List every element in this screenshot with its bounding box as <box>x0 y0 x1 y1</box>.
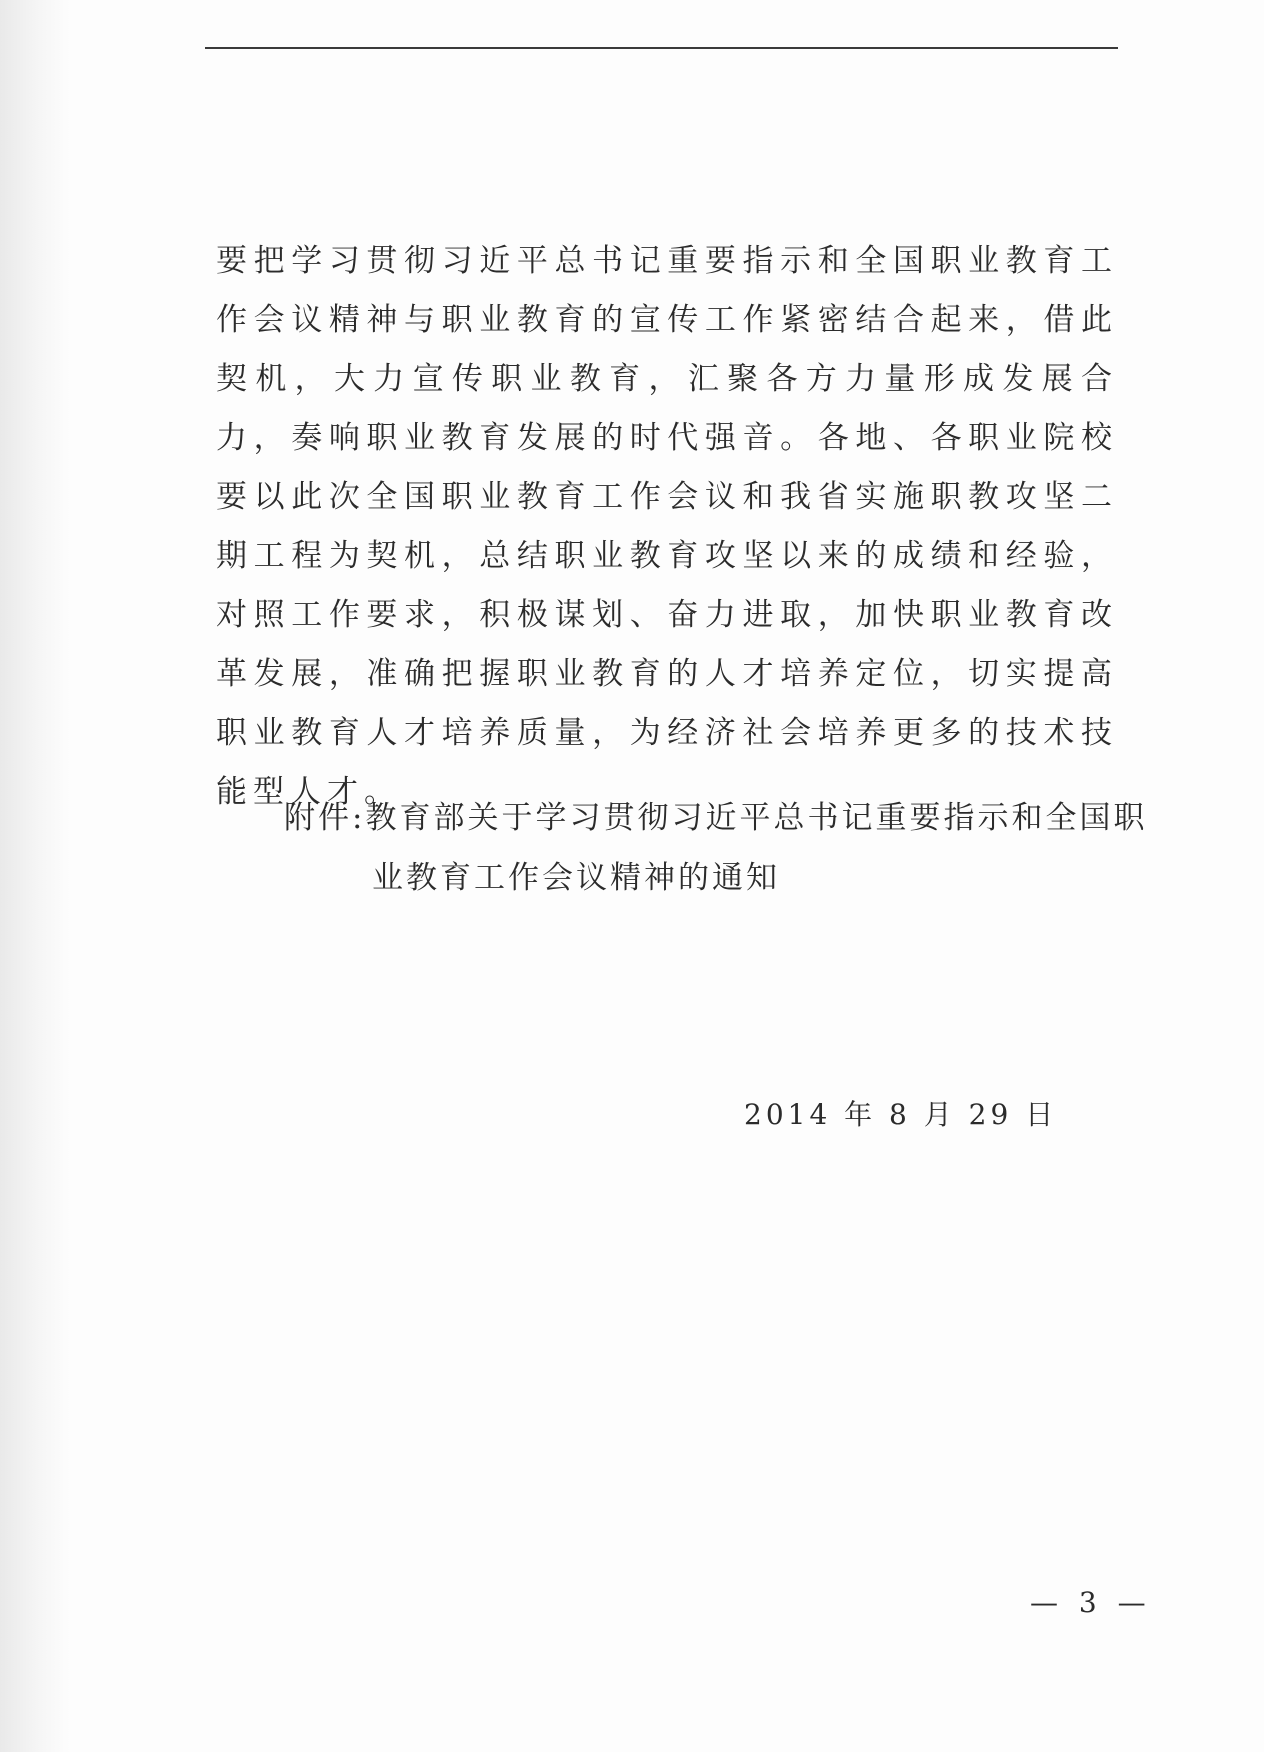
page-number: — 3 — <box>1030 1586 1152 1619</box>
document-date: 2014 年 8 月 29 日 <box>744 1098 1058 1131</box>
attachment-label: 附件: <box>284 800 366 836</box>
body-paragraph: 要把学习贯彻习近平总书记重要指示和全国职业教育工作会议精神与职业教育的宣传工作紧密结合起来，借此契机，大力宣传职业教育，汇聚各方力量形成发展合力，奏响职业教育发展的时代强音。各地、各职业院校要以此次全国职业教育工作会议和我省实施职教攻坚二期工程为契机，总结职业教育攻坚以来的成绩和经验，对照工作要求，积极谋划、奋力进取，加快职业教育改革发展，准确把握职业教育的人才培养定位，切实提高职业教育人才培养质量，为经济社会培养更多的技术技能型人才。 <box>216 243 1118 810</box>
attachment-title-line2: 业教育工作会议精神的通知 <box>372 860 780 896</box>
header-rule <box>205 47 1118 49</box>
attachment-row <box>284 788 1148 848</box>
attachment-block <box>284 788 1148 908</box>
attachment-title-line1: 教育部关于学习贯彻习近平总书记重要指示和全国职 <box>365 800 1148 836</box>
scan-edge-shadow <box>0 0 70 1752</box>
